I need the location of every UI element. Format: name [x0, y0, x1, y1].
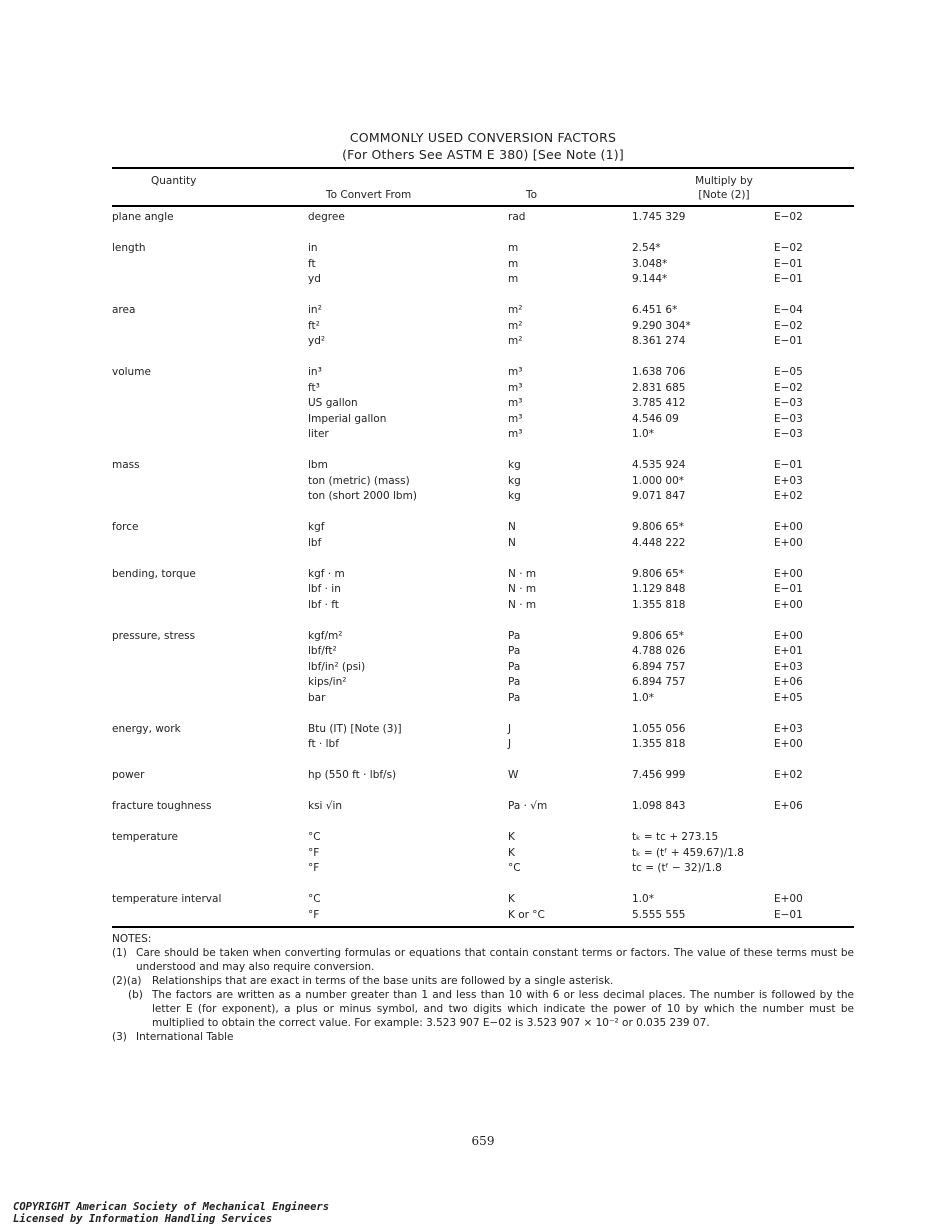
- cell-exponent: E−02: [774, 319, 803, 332]
- table-row: [112, 629, 854, 645]
- cell-from: Btu (IT) [Note (3)]: [308, 722, 402, 735]
- cell-factor: 3.785 412: [632, 397, 686, 409]
- table-row: [112, 908, 854, 924]
- header-bottom-rule: [112, 205, 854, 207]
- cell-to: kg: [508, 490, 521, 502]
- cell-factor: 1.098 843: [632, 800, 686, 812]
- table-top-rule: [112, 167, 854, 169]
- cell-quantity: volume: [112, 366, 151, 378]
- cell-factor: 1.129 848: [632, 583, 686, 595]
- cell-to: m²: [508, 319, 523, 332]
- cell-factor: 6.894 757: [632, 676, 686, 688]
- table-row: [112, 830, 854, 846]
- cell-factor: tₖ = tᴄ + 273.15: [632, 831, 719, 843]
- cell-factor: 1.355 818: [632, 738, 686, 750]
- cell-factor: 9.806 65*: [632, 629, 685, 642]
- copyright-footer: [13, 1201, 329, 1225]
- cell-from: liter: [308, 428, 329, 440]
- cell-factor: 4.788 026: [632, 645, 686, 657]
- table-group: [112, 567, 854, 614]
- header-multiply-line1: Multiply by: [695, 175, 753, 187]
- cell-exponent: E+01: [774, 645, 803, 657]
- cell-factor: 9.806 65*: [632, 567, 685, 580]
- document-title: [0, 129, 950, 163]
- cell-from: kips/in²: [308, 676, 347, 688]
- cell-to: m²: [508, 304, 523, 316]
- cell-exponent: E+02: [774, 490, 803, 502]
- table-group: [112, 799, 854, 815]
- cell-exponent: E+00: [774, 567, 803, 580]
- table-group: [112, 365, 854, 443]
- cell-from: °C: [308, 831, 321, 843]
- cell-exponent: E+03: [774, 474, 803, 487]
- cell-exponent: E+00: [774, 536, 803, 549]
- cell-from: °F: [308, 846, 320, 859]
- note-label: (b): [128, 989, 143, 1001]
- cell-factor: 7.456 999: [632, 769, 686, 781]
- table-row: [112, 210, 854, 226]
- table-row: [112, 567, 854, 583]
- cell-factor: 1.000 00*: [632, 474, 685, 487]
- cell-quantity: bending, torque: [112, 567, 196, 580]
- table-row: [112, 846, 854, 862]
- table-row: [112, 722, 854, 738]
- cell-quantity: mass: [112, 459, 140, 471]
- cell-from: ft: [308, 257, 316, 270]
- copyright-line: COPYRIGHT American Society of Mechanical Engineers: [13, 1201, 330, 1213]
- cell-to: kg: [508, 474, 521, 487]
- table-row: [112, 272, 854, 288]
- note-text: The factors are written as a number greater than 1 and less than 10 with 6 or less decimal places. The number is followed by the letter E (for exponent), a plus or minus symbol, and two digits which indicate the power of 10 by which the number must be multiplied to obtain the correct value. For example: 3.523 907 E−02 is 3.523 907 × 10⁻² or 0.035 239 07.: [152, 989, 854, 1029]
- cell-from: hp (550 ft · lbf/s): [308, 769, 397, 781]
- cell-to: Pa: [508, 660, 521, 673]
- cell-factor: 2.54*: [632, 242, 661, 254]
- cell-quantity: temperature interval: [112, 893, 222, 905]
- cell-from: ft³: [308, 381, 320, 394]
- note-text: Care should be taken when converting formulas or equations that contain constant terms or factors. The value of these terms must be understood and may also require conversion.: [136, 947, 854, 973]
- table-row: [112, 598, 854, 614]
- note-label: (2)(a): [112, 975, 142, 987]
- cell-to: Pa: [508, 645, 521, 657]
- note-2b: [112, 988, 854, 1030]
- cell-from: in²: [308, 304, 322, 316]
- cell-from: yd: [308, 273, 321, 285]
- cell-factor: 1.638 706: [632, 366, 686, 378]
- cell-quantity: area: [112, 304, 136, 316]
- table-row: [112, 303, 854, 319]
- cell-exponent: E−01: [774, 459, 803, 471]
- cell-to: K or °C: [508, 908, 545, 921]
- cell-to: m³: [508, 366, 523, 378]
- table-row: [112, 396, 854, 412]
- cell-exponent: E−01: [774, 335, 803, 347]
- table-row: [112, 861, 854, 877]
- cell-from: yd²: [308, 335, 326, 347]
- cell-factor: 4.546 09: [632, 412, 679, 425]
- cell-to: °C: [508, 862, 521, 874]
- cell-factor: 1.0*: [632, 428, 654, 440]
- conversion-table-body: [112, 210, 854, 939]
- cell-to: N: [508, 536, 516, 549]
- cell-from: ft · lbf: [308, 738, 339, 750]
- table-row: [112, 257, 854, 273]
- table-row: [112, 644, 854, 660]
- cell-from: in³: [308, 366, 322, 378]
- table-row: [112, 660, 854, 676]
- cell-quantity: temperature: [112, 831, 178, 843]
- cell-factor: 2.831 685: [632, 381, 686, 394]
- table-row: [112, 892, 854, 908]
- header-convert-from: To Convert From: [326, 189, 412, 201]
- cell-to: Pa · √m: [508, 800, 548, 812]
- cell-exponent: E−05: [774, 366, 803, 378]
- table-group: [112, 520, 854, 551]
- cell-to: J: [508, 722, 512, 735]
- cell-factor: 6.451 6*: [632, 304, 678, 316]
- cell-to: m: [508, 273, 519, 285]
- cell-from: US gallon: [308, 397, 358, 409]
- cell-to: N: [508, 521, 516, 533]
- cell-factor: 9.290 304*: [632, 319, 691, 332]
- cell-factor: 5.555 555: [632, 908, 686, 921]
- cell-factor: tᴄ = (tᶠ − 32)/1.8: [632, 862, 722, 874]
- cell-exponent: E+00: [774, 521, 803, 533]
- cell-factor: tₖ = (tᶠ + 459.67)/1.8: [632, 846, 744, 859]
- cell-exponent: E−01: [774, 583, 803, 595]
- table-row: [112, 427, 854, 443]
- table-group: [112, 303, 854, 350]
- cell-to: rad: [508, 211, 526, 223]
- cell-exponent: E−04: [774, 304, 803, 316]
- table-row: [112, 737, 854, 753]
- cell-from: °F: [308, 862, 320, 874]
- cell-exponent: E+00: [774, 598, 803, 611]
- header-quantity: Quantity: [151, 175, 197, 187]
- table-group: [112, 722, 854, 753]
- cell-from: degree: [308, 211, 345, 223]
- cell-exponent: E−02: [774, 242, 803, 254]
- note-label: (3): [112, 1031, 127, 1043]
- cell-factor: 8.361 274: [632, 335, 686, 347]
- notes-heading: NOTES:: [112, 933, 152, 945]
- cell-to: N · m: [508, 567, 537, 580]
- table-group: [112, 892, 854, 923]
- header-multiply-by: [692, 174, 756, 202]
- cell-quantity: energy, work: [112, 722, 181, 735]
- cell-exponent: E+00: [774, 629, 803, 642]
- table-row: [112, 768, 854, 784]
- cell-to: m²: [508, 335, 523, 347]
- cell-exponent: E−02: [774, 381, 803, 394]
- cell-exponent: E+03: [774, 722, 803, 735]
- cell-to: W: [508, 769, 519, 781]
- cell-from: lbf/ft²: [308, 645, 337, 657]
- table-row: [112, 412, 854, 428]
- cell-to: m³: [508, 412, 523, 425]
- cell-exponent: E+02: [774, 769, 803, 781]
- cell-exponent: E+00: [774, 738, 803, 750]
- cell-from: lbf/in² (psi): [308, 660, 366, 673]
- cell-factor: 9.144*: [632, 273, 668, 285]
- cell-quantity: fracture toughness: [112, 800, 212, 812]
- table-row: [112, 458, 854, 474]
- cell-to: K: [508, 893, 515, 905]
- cell-exponent: E+03: [774, 660, 803, 673]
- cell-exponent: E+06: [774, 676, 803, 688]
- table-row: [112, 474, 854, 490]
- cell-from: lbf: [308, 536, 322, 549]
- table-row: [112, 675, 854, 691]
- cell-exponent: E+00: [774, 893, 803, 905]
- cell-exponent: E+05: [774, 691, 803, 704]
- cell-to: K: [508, 846, 515, 859]
- cell-exponent: E+06: [774, 800, 803, 812]
- cell-from: °F: [308, 908, 320, 921]
- cell-to: m³: [508, 381, 523, 394]
- cell-factor: 6.894 757: [632, 660, 686, 673]
- title-main: COMMONLY USED CONVERSION FACTORS: [349, 130, 617, 145]
- cell-to: N · m: [508, 598, 537, 611]
- table-row: [112, 536, 854, 552]
- table-group: [112, 210, 854, 226]
- header-multiply-line2: [Note (2)]: [698, 189, 750, 201]
- cell-from: °C: [308, 893, 321, 905]
- table-row: [112, 489, 854, 505]
- table-row: [112, 334, 854, 350]
- cell-from: ksi √in: [308, 800, 343, 812]
- cell-quantity: plane angle: [112, 211, 174, 223]
- cell-factor: 3.048*: [632, 257, 668, 270]
- cell-to: Pa: [508, 676, 521, 688]
- cell-to: m³: [508, 397, 523, 409]
- note-text: Relationships that are exact in terms of the base units are followed by a single asterisk.: [152, 975, 614, 987]
- cell-to: Pa: [508, 629, 521, 642]
- cell-exponent: E−01: [774, 908, 803, 921]
- cell-to: J: [508, 738, 512, 750]
- cell-from: kgf · m: [308, 567, 345, 580]
- cell-factor: 4.448 222: [632, 536, 686, 549]
- cell-factor: 1.355 818: [632, 598, 686, 611]
- table-row: [112, 691, 854, 707]
- table-row: [112, 520, 854, 536]
- note-2a: [112, 974, 854, 988]
- table-row: [112, 381, 854, 397]
- license-line: Licensed by Information Handling Services: [13, 1213, 273, 1225]
- note-3: [112, 1030, 854, 1044]
- page-number: 659: [471, 1134, 495, 1148]
- cell-exponent: E−01: [774, 257, 803, 270]
- cell-from: in: [308, 242, 318, 254]
- table-bottom-rule: [112, 926, 854, 928]
- cell-from: lbf · in: [308, 583, 341, 595]
- note-1: [112, 946, 854, 974]
- note-label: (1): [112, 947, 127, 959]
- table-group: [112, 241, 854, 288]
- cell-to: Pa: [508, 691, 521, 704]
- cell-from: ton (short 2000 lbm): [308, 490, 417, 502]
- cell-to: K: [508, 831, 515, 843]
- cell-to: m: [508, 257, 519, 270]
- cell-factor: 4.535 924: [632, 459, 686, 471]
- cell-quantity: force: [112, 521, 139, 533]
- table-row: [112, 582, 854, 598]
- cell-factor: 1.0*: [632, 893, 654, 905]
- cell-from: ft²: [308, 319, 320, 332]
- table-group: [112, 629, 854, 707]
- cell-factor: 9.071 847: [632, 490, 686, 502]
- table-group: [112, 458, 854, 505]
- title-subtitle: (For Others See ASTM E 380) [See Note (1)]: [342, 147, 624, 162]
- table-row: [112, 241, 854, 257]
- cell-exponent: E−01: [774, 273, 803, 285]
- note-text: International Table: [136, 1031, 234, 1043]
- cell-from: kgf/m²: [308, 629, 343, 642]
- cell-quantity: pressure, stress: [112, 629, 196, 642]
- cell-exponent: E−03: [774, 397, 803, 409]
- cell-from: bar: [308, 691, 326, 704]
- cell-factor: 9.806 65*: [632, 521, 685, 533]
- cell-factor: 1.745 329: [632, 211, 686, 223]
- cell-quantity: length: [112, 242, 146, 254]
- cell-to: m: [508, 242, 519, 254]
- cell-to: m³: [508, 428, 523, 440]
- cell-from: lbm: [308, 459, 328, 471]
- cell-from: lbf · ft: [308, 598, 339, 611]
- cell-from: ton (metric) (mass): [308, 474, 410, 487]
- cell-quantity: power: [112, 769, 145, 781]
- table-group: [112, 768, 854, 784]
- table-row: [112, 319, 854, 335]
- cell-from: kgf: [308, 521, 325, 533]
- header-to: To: [526, 189, 538, 201]
- cell-exponent: E−02: [774, 211, 803, 223]
- table-group: [112, 830, 854, 877]
- cell-factor: 1.055 056: [632, 722, 686, 735]
- table-row: [112, 799, 854, 815]
- cell-exponent: E−03: [774, 428, 803, 440]
- cell-to: kg: [508, 459, 521, 471]
- notes-section: [112, 932, 854, 1044]
- cell-exponent: E−03: [774, 412, 803, 425]
- cell-to: N · m: [508, 583, 537, 595]
- cell-from: Imperial gallon: [308, 412, 387, 425]
- cell-factor: 1.0*: [632, 691, 654, 704]
- table-row: [112, 365, 854, 381]
